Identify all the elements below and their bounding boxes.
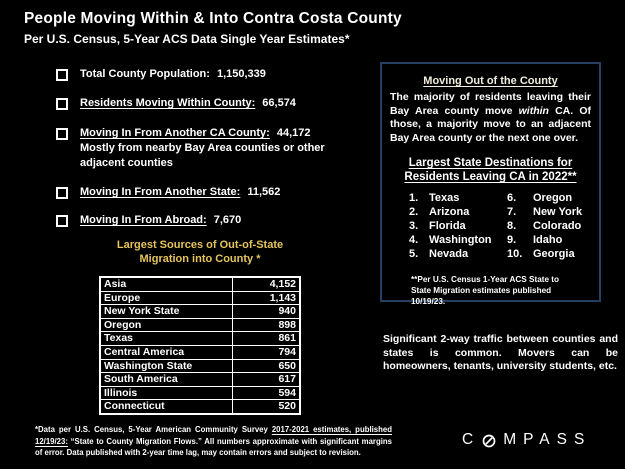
table-row (100, 386, 300, 400)
dest-name: Oregon (533, 192, 573, 204)
dest-name: Texas (429, 192, 460, 204)
square-bullet-icon (56, 187, 68, 199)
bullet-text (80, 126, 342, 171)
source-name: Asia (100, 277, 233, 291)
source-value: 520 (233, 400, 301, 414)
table-row (100, 400, 300, 414)
footnote-underlined: 2017-2021 estimates, published 12/19/23: (35, 425, 393, 446)
bullet-label: Moving In From Another CA County: (80, 127, 270, 139)
bullet-moving-in-ca (56, 126, 356, 171)
dest-rank: 6. (507, 192, 517, 204)
dest-rank: 8. (507, 220, 517, 232)
source-name: Oregon (100, 318, 233, 332)
compass-logo (462, 429, 591, 451)
bullet-text (80, 213, 342, 228)
dest-rank: 3. (409, 220, 419, 232)
bullet-value: 44,172 (276, 127, 311, 139)
destinations-title (389, 156, 592, 184)
square-bullet-icon (56, 128, 68, 140)
panel-body-text: CA. Of those, a majority move to an adjacent Bay Area county or the next one over. (390, 104, 591, 144)
page-subtitle: Per U.S. Census, 5-Year ACS Data Single Year Estimates* (24, 32, 350, 46)
dest-rank: 4. (409, 234, 419, 246)
source-value: 861 (233, 332, 301, 346)
square-bullet-icon (56, 98, 68, 110)
dest-rank: 5. (409, 248, 419, 260)
dest-name: Arizona (429, 206, 470, 218)
table-row (100, 345, 300, 359)
source-name: Connecticut (100, 400, 233, 414)
panel-footnote: **Per U.S. Census 1-Year ACS State to State Migration estimates published 10/19/23. (411, 274, 560, 306)
page-title: People Moving Within & Into Contra Costa County (24, 10, 402, 27)
heading-line-1: Largest Sources of Out-of-State (116, 239, 284, 251)
logo-letters-mpass: MPASS (503, 431, 592, 448)
source-name: Texas (100, 332, 233, 346)
dest-name: Florida (429, 220, 466, 232)
two-way-traffic-note: Significant 2-way traffic between counties and states is common. Movers can be homeowners, tenants, university students, etc. (383, 333, 618, 372)
bullet-moving-in-state (56, 185, 356, 200)
migration-table-heading (92, 238, 308, 266)
bullet-value: 7,670 (213, 214, 242, 226)
source-name: Central America (100, 345, 233, 359)
dest-name: Washington (429, 234, 492, 246)
source-value: 650 (233, 359, 301, 373)
panel-title: Moving Out of the County (423, 75, 558, 87)
dest-name: Nevada (429, 248, 469, 260)
source-name: Illinois (100, 386, 233, 400)
table-row (100, 277, 300, 291)
source-name: South America (100, 373, 233, 387)
data-source-footnote (35, 424, 392, 459)
table-row (100, 359, 300, 373)
source-name: New York State (100, 305, 233, 319)
destinations-list (409, 193, 592, 261)
source-name: Washington State (100, 359, 233, 373)
source-value: 794 (233, 345, 301, 359)
panel-body (389, 91, 592, 145)
bullet-total-population (56, 67, 356, 82)
table-row (100, 318, 300, 332)
square-bullet-icon (56, 215, 68, 227)
panel-body-text: The majority of residents leaving their Bay Area county move (390, 91, 591, 117)
square-bullet-icon (56, 69, 68, 81)
source-value: 940 (233, 305, 301, 319)
source-value: 594 (233, 386, 301, 400)
table-row (100, 291, 300, 305)
bullet-label: Moving In From Abroad: (80, 214, 207, 226)
dest-name: Idaho (533, 234, 563, 246)
dest-rank: 9. (507, 234, 517, 246)
logo-letter-c: C (462, 431, 481, 448)
bullet-text (80, 96, 342, 111)
bullet-label: Residents Moving Within County: (80, 97, 256, 109)
dest-rank: 10. (507, 248, 523, 260)
source-name: Europe (100, 291, 233, 305)
bullet-text (80, 67, 342, 82)
bullet-label: Total County Population: (80, 68, 210, 80)
source-value: 4,152 (233, 277, 301, 291)
bullet-value: 11,562 (247, 186, 281, 198)
heading-line-2: Migration into County * (139, 253, 261, 265)
source-value: 898 (233, 318, 301, 332)
dest-rank: 7. (507, 206, 517, 218)
bullet-note: Mostly from nearby Bay Area counties or other adjacent counties (80, 142, 325, 169)
panel-body-italic: within (512, 104, 556, 117)
migration-sources-table (99, 276, 301, 415)
moving-out-panel (380, 62, 601, 306)
bullet-moving-in-abroad (56, 213, 356, 228)
table-row (100, 373, 300, 387)
compass-o-icon (480, 433, 503, 448)
dest-name: Colorado (533, 220, 582, 232)
dest-name: New York (533, 206, 583, 218)
footnote-text: *Data per U.S. Census, 5-Year American Community Survey (35, 425, 272, 434)
dest-rank: 1. (409, 192, 419, 204)
source-value: 1,143 (233, 291, 301, 305)
bullet-moving-within (56, 96, 356, 111)
dest-rank: 2. (409, 206, 419, 218)
destinations-title-line-2: Residents Leaving CA in 2022** (404, 171, 577, 183)
bullet-label: Moving In From Another State: (80, 186, 241, 198)
source-value: 617 (233, 373, 301, 387)
table-row (100, 305, 300, 319)
bullet-text (80, 185, 342, 200)
bullet-value: 66,574 (262, 97, 296, 109)
footnote-text: “State to County Migration Flows.” All numbers approximate with significant margins of error. Data published with 2-year time lag, may contain errors and subject to revision. (35, 436, 392, 457)
dest-name: Georgia (533, 248, 575, 260)
destinations-title-line-1: Largest State Destinations for (408, 157, 573, 169)
bullet-value: 1,150,339 (216, 68, 266, 80)
table-row (100, 332, 300, 346)
